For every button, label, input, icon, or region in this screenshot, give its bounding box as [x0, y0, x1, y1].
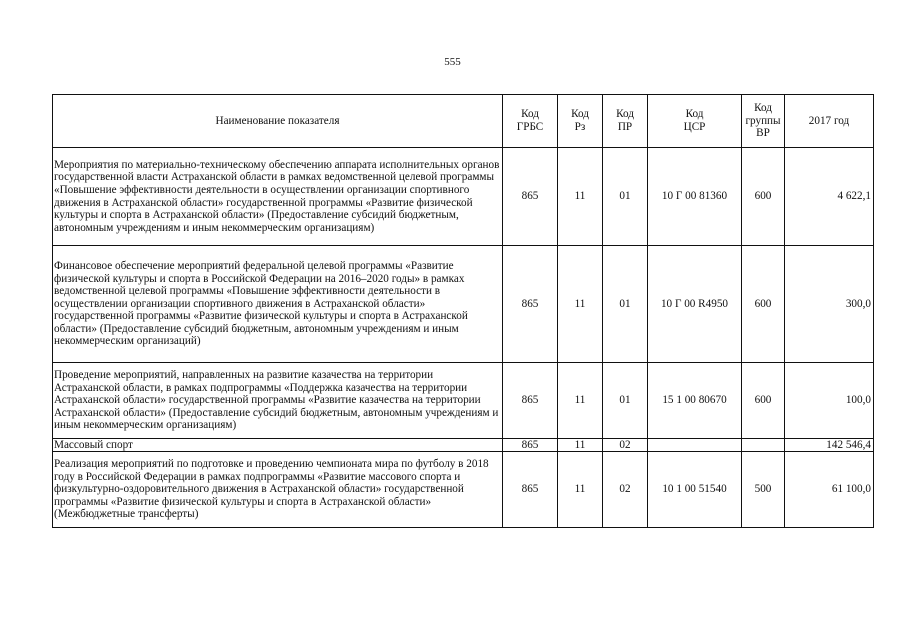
row-amount: 4 622,1: [785, 148, 874, 246]
header-year: 2017 год: [785, 95, 874, 148]
row-rz: 11: [558, 363, 603, 439]
row-pr: 01: [603, 246, 648, 363]
table-row: [53, 148, 874, 246]
table-row: [53, 363, 874, 439]
row-csr: 10 Г 00 R4950: [648, 246, 742, 363]
table-row: [53, 452, 874, 528]
row-grbs: 865: [503, 363, 558, 439]
row-grbs: 865: [503, 246, 558, 363]
row-name: Реализация мероприятий по подготовке и проведению чемпионата мира по футболу в 2018 году в Российской Федерации в рамках подпрограммы «Развитие массового спорта и физкультурно-оздоровительного движения в Астраханской области» государственной программы «Развитие физической культуры и спорта в Астраханской области» (Межбюджетные трансферты): [53, 452, 503, 528]
header-rz: [558, 95, 603, 148]
header-vr-line2: группы: [745, 114, 781, 127]
row-pr: 01: [603, 363, 648, 439]
page-number: 555: [444, 56, 461, 68]
header-name: Наименование показателя: [53, 95, 503, 148]
budget-table: [52, 94, 874, 528]
row-csr: 10 1 00 51540: [648, 452, 742, 528]
row-name: Массовый спорт: [53, 439, 503, 452]
row-rz: 11: [558, 148, 603, 246]
row-vr: 600: [742, 246, 785, 363]
row-amount: 300,0: [785, 246, 874, 363]
row-name: Мероприятия по материально-техническому обеспечению аппарата исполнительных органов государственной власти Астраханской области в рамках ведомственной целевой программы «Повышение эффективности деятельности в осуществлении организации спортивного движения в Астраханской области» государственной программы «Развитие физической культуры и спорта в Астраханской области» (Предоставление субсидий бюджетным, автономным учреждениям и иным некоммерческим организациям): [53, 148, 503, 246]
row-grbs: 865: [503, 439, 558, 452]
row-amount: 142 546,4: [785, 439, 874, 452]
row-name: Финансовое обеспечение мероприятий федеральной целевой программы «Развитие физической культуры и спорта в Российской Федерации на 2016–2020 годы» в рамках ведомственной целевой программы «Повышение эффективности деятельности в осуществлении организации спортивного движения в Астраханской области» государственной программы «Развитие физической культуры и спорта в Астраханской области» (Предоставление субсидий бюджетным, автономным учреждениям и иным некоммерческим организаций): [53, 246, 503, 363]
row-vr: 600: [742, 363, 785, 439]
header-csr-line2: ЦСР: [683, 121, 706, 133]
row-vr: [742, 439, 785, 452]
row-amount: 100,0: [785, 363, 874, 439]
row-csr: 15 1 00 80670: [648, 363, 742, 439]
header-pr-line1: Код: [616, 108, 634, 121]
header-rz-line2: Рз: [574, 121, 586, 133]
header-grbs-line1: Код: [521, 108, 539, 121]
header-rz-line1: Код: [571, 108, 589, 121]
row-pr: 02: [603, 452, 648, 528]
header-vr: [742, 95, 785, 148]
row-pr: 02: [603, 439, 648, 452]
row-vr: 500: [742, 452, 785, 528]
header-vr-line3: ВР: [756, 127, 770, 140]
header-csr: [648, 95, 742, 148]
row-rz: 11: [558, 246, 603, 363]
row-csr: 10 Г 00 81360: [648, 148, 742, 246]
row-rz: 11: [558, 452, 603, 528]
row-name: Проведение мероприятий, направленных на развитие казачества на территории Астраханской области, в рамках подпрограммы «Поддержка казачества на территории Астраханской области» государственной программы «Развитие казачества на территории Астраханской области» (Предоставление субсидий бюджетным, автономным учреждениям и иным некоммерческим организациям): [53, 363, 503, 439]
row-csr: [648, 439, 742, 452]
header-pr: [603, 95, 648, 148]
header-grbs: [503, 95, 558, 148]
row-grbs: 865: [503, 148, 558, 246]
header-row: [53, 95, 874, 148]
header-vr-line1: Код: [754, 102, 772, 115]
table-row: [53, 439, 874, 452]
header-pr-line2: ПР: [617, 121, 633, 133]
row-amount: 61 100,0: [785, 452, 874, 528]
row-rz: 11: [558, 439, 603, 452]
header-csr-line1: Код: [685, 108, 704, 121]
row-grbs: 865: [503, 452, 558, 528]
row-pr: 01: [603, 148, 648, 246]
row-vr: 600: [742, 148, 785, 246]
header-grbs-line2: ГРБС: [516, 121, 544, 133]
table-row: [53, 246, 874, 363]
